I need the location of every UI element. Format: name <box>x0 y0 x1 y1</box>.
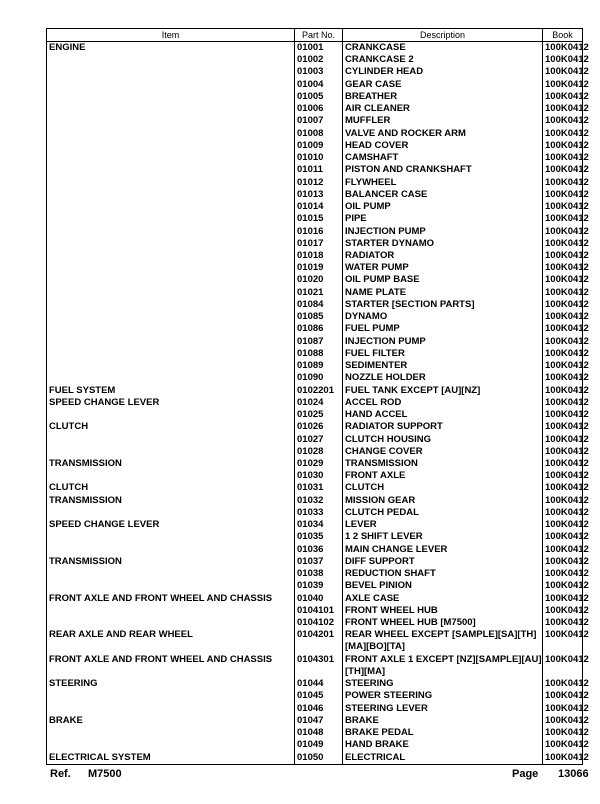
part-no-cell: 01085 <box>295 311 343 323</box>
book-cell: 100K0412 <box>543 152 583 164</box>
item-cell <box>47 152 295 164</box>
part-no-cell: 0104102 <box>295 617 343 629</box>
part-no-cell: 01008 <box>295 128 343 140</box>
book-cell: 100K0412 <box>543 617 583 629</box>
book-cell: 100K0412 <box>543 323 583 335</box>
item-cell <box>47 213 295 225</box>
part-no-cell: 01002 <box>295 54 343 66</box>
table-row <box>47 617 583 629</box>
table-row <box>47 115 583 127</box>
table-row <box>47 531 583 543</box>
table-row <box>47 482 583 494</box>
item-cell <box>47 323 295 335</box>
book-cell: 100K0412 <box>543 580 583 592</box>
part-no-cell: 01006 <box>295 103 343 115</box>
description-cell: REDUCTION SHAFT <box>343 568 543 580</box>
item-cell <box>47 409 295 421</box>
description-cell: FUEL PUMP <box>343 323 543 335</box>
item-cell: SPEED CHANGE LEVER <box>47 397 295 409</box>
item-cell <box>47 274 295 286</box>
table-row <box>47 91 583 103</box>
ref-label: Ref. <box>50 768 71 780</box>
book-cell: 100K0412 <box>543 556 583 568</box>
item-cell <box>47 189 295 201</box>
item-cell: REAR AXLE AND REAR WHEEL <box>47 629 295 654</box>
table-row <box>47 299 583 311</box>
item-column-header: Item <box>47 29 295 42</box>
part-no-cell: 01087 <box>295 336 343 348</box>
part-no-cell: 01084 <box>295 299 343 311</box>
part-no-cell: 01027 <box>295 434 343 446</box>
item-cell <box>47 580 295 592</box>
description-cell: AXLE CASE <box>343 593 543 605</box>
item-cell: ENGINE <box>47 42 295 55</box>
description-cell: INJECTION PUMP <box>343 226 543 238</box>
book-cell: 100K0412 <box>543 360 583 372</box>
description-cell: 1 2 SHIFT LEVER <box>343 531 543 543</box>
ref-value: M7500 <box>88 768 122 780</box>
book-cell: 100K0412 <box>543 140 583 152</box>
part-no-cell: 01090 <box>295 372 343 384</box>
book-column-header: Book <box>543 29 583 42</box>
part-no-cell: 01009 <box>295 140 343 152</box>
table-row <box>47 274 583 286</box>
item-cell <box>47 336 295 348</box>
item-cell: SPEED CHANGE LEVER <box>47 519 295 531</box>
book-cell: 100K0412 <box>543 593 583 605</box>
item-cell: FUEL SYSTEM <box>47 385 295 397</box>
table-row <box>47 434 583 446</box>
description-cell: STEERING LEVER <box>343 703 543 715</box>
book-cell: 100K0412 <box>543 299 583 311</box>
description-cell: FUEL FILTER <box>343 348 543 360</box>
part-no-cell: 0102201 <box>295 385 343 397</box>
book-cell: 100K0412 <box>543 103 583 115</box>
book-cell: 100K0412 <box>543 421 583 433</box>
book-cell: 100K0412 <box>543 605 583 617</box>
item-cell <box>47 311 295 323</box>
description-cell: LEVER <box>343 519 543 531</box>
book-cell: 100K0412 <box>543 629 583 654</box>
part-no-cell: 01007 <box>295 115 343 127</box>
part-no-cell: 01013 <box>295 189 343 201</box>
description-cell: RADIATOR <box>343 250 543 262</box>
table-row <box>47 409 583 421</box>
book-cell: 100K0412 <box>543 531 583 543</box>
item-cell <box>47 544 295 556</box>
book-cell: 100K0412 <box>543 752 583 765</box>
table-row <box>47 739 583 751</box>
part-no-cell: 01050 <box>295 752 343 765</box>
item-cell <box>47 201 295 213</box>
description-cell: BRAKE PEDAL <box>343 727 543 739</box>
table-row <box>47 678 583 690</box>
part-no-cell: 01017 <box>295 238 343 250</box>
description-cell: MUFFLER <box>343 115 543 127</box>
part-no-cell: 01026 <box>295 421 343 433</box>
item-cell <box>47 250 295 262</box>
item-cell: FRONT AXLE AND FRONT WHEEL AND CHASSIS <box>47 593 295 605</box>
description-cell: GEAR CASE <box>343 79 543 91</box>
book-cell: 100K0412 <box>543 164 583 176</box>
parts-index-table <box>46 28 589 765</box>
book-cell: 100K0412 <box>543 274 583 286</box>
table-row <box>47 470 583 482</box>
table-row <box>47 397 583 409</box>
item-cell: TRANSMISSION <box>47 556 295 568</box>
page-label: Page <box>512 768 539 780</box>
part-no-cell: 01004 <box>295 79 343 91</box>
description-cell: DYNAMO <box>343 311 543 323</box>
table-row <box>47 140 583 152</box>
part-no-cell: 01010 <box>295 152 343 164</box>
description-cell: BREATHER <box>343 91 543 103</box>
part-no-cell: 01025 <box>295 409 343 421</box>
item-cell <box>47 348 295 360</box>
table-row <box>47 654 583 679</box>
part-no-cell: 01024 <box>295 397 343 409</box>
item-cell <box>47 470 295 482</box>
book-cell: 100K0412 <box>543 385 583 397</box>
description-cell: REAR WHEEL EXCEPT [SAMPLE][SA][TH][MA][BO][TA] <box>343 629 543 654</box>
table-row <box>47 66 583 78</box>
description-cell: CLUTCH <box>343 482 543 494</box>
table-row <box>47 580 583 592</box>
description-cell: STARTER DYNAMO <box>343 238 543 250</box>
table-row <box>47 336 583 348</box>
description-cell: ELECTRICAL <box>343 752 543 765</box>
description-cell: CRANKCASE <box>343 42 543 55</box>
book-cell: 100K0412 <box>543 91 583 103</box>
book-cell: 100K0412 <box>543 544 583 556</box>
table-row <box>47 177 583 189</box>
table-row <box>47 238 583 250</box>
description-cell: NAME PLATE <box>343 287 543 299</box>
description-cell: OIL PUMP <box>343 201 543 213</box>
book-cell: 100K0412 <box>543 262 583 274</box>
table-row <box>47 311 583 323</box>
part-no-cell: 01033 <box>295 507 343 519</box>
book-cell: 100K0412 <box>543 678 583 690</box>
table-row <box>47 690 583 702</box>
part-no-cell: 01038 <box>295 568 343 580</box>
table-row <box>47 287 583 299</box>
book-cell: 100K0412 <box>543 79 583 91</box>
part-no-cell: 01036 <box>295 544 343 556</box>
table-row <box>47 715 583 727</box>
part-no-cell: 01015 <box>295 213 343 225</box>
description-cell: FRONT AXLE 1 EXCEPT [NZ][SAMPLE][AU][TH][MA] <box>343 654 543 679</box>
book-cell: 100K0412 <box>543 568 583 580</box>
item-cell <box>47 299 295 311</box>
book-cell: 100K0412 <box>543 482 583 494</box>
part-no-cell: 01045 <box>295 690 343 702</box>
part-no-cell: 01034 <box>295 519 343 531</box>
table-row <box>47 372 583 384</box>
description-cell: HAND BRAKE <box>343 739 543 751</box>
table-row <box>47 519 583 531</box>
part-no-cell: 01005 <box>295 91 343 103</box>
part-no-cell: 01037 <box>295 556 343 568</box>
table-row <box>47 323 583 335</box>
item-cell <box>47 91 295 103</box>
table-row <box>47 152 583 164</box>
book-cell: 100K0412 <box>543 348 583 360</box>
description-cell: CHANGE COVER <box>343 446 543 458</box>
item-cell: FRONT AXLE AND FRONT WHEEL AND CHASSIS <box>47 654 295 679</box>
item-cell <box>47 128 295 140</box>
item-cell <box>47 115 295 127</box>
part-no-cell: 01018 <box>295 250 343 262</box>
description-cell: RADIATOR SUPPORT <box>343 421 543 433</box>
book-cell: 100K0412 <box>543 446 583 458</box>
description-cell: VALVE AND ROCKER ARM <box>343 128 543 140</box>
description-cell: MISSION GEAR <box>343 495 543 507</box>
table-row <box>47 629 583 654</box>
item-cell: STEERING <box>47 678 295 690</box>
table-row <box>47 360 583 372</box>
part-no-cell: 01040 <box>295 593 343 605</box>
book-cell: 100K0412 <box>543 128 583 140</box>
book-cell: 100K0412 <box>543 703 583 715</box>
item-cell <box>47 703 295 715</box>
item-cell <box>47 434 295 446</box>
book-cell: 100K0412 <box>543 66 583 78</box>
item-cell <box>47 727 295 739</box>
table-row <box>47 213 583 225</box>
book-cell: 100K0412 <box>543 287 583 299</box>
item-cell <box>47 739 295 751</box>
table-row <box>47 593 583 605</box>
book-cell: 100K0412 <box>543 115 583 127</box>
item-cell <box>47 446 295 458</box>
item-cell <box>47 79 295 91</box>
book-cell: 100K0412 <box>543 519 583 531</box>
description-cell: FRONT WHEEL HUB [M7500] <box>343 617 543 629</box>
part-no-cell: 01031 <box>295 482 343 494</box>
book-cell: 100K0412 <box>543 54 583 66</box>
table-row <box>47 262 583 274</box>
book-cell: 100K0412 <box>543 226 583 238</box>
item-cell <box>47 66 295 78</box>
table-row <box>47 421 583 433</box>
table-row <box>47 250 583 262</box>
book-cell: 100K0412 <box>543 458 583 470</box>
description-cell: CYLINDER HEAD <box>343 66 543 78</box>
item-cell <box>47 140 295 152</box>
book-cell: 100K0412 <box>543 470 583 482</box>
book-cell: 100K0412 <box>543 690 583 702</box>
part-no-cell: 01046 <box>295 703 343 715</box>
description-cell: FLYWHEEL <box>343 177 543 189</box>
item-cell <box>47 360 295 372</box>
table-row <box>47 79 583 91</box>
table-row <box>47 446 583 458</box>
description-cell: STEERING <box>343 678 543 690</box>
description-cell: MAIN CHANGE LEVER <box>343 544 543 556</box>
part-no-cell: 01048 <box>295 727 343 739</box>
description-cell: CRANKCASE 2 <box>343 54 543 66</box>
description-cell: TRANSMISSION <box>343 458 543 470</box>
page-footer <box>50 768 590 782</box>
item-cell: TRANSMISSION <box>47 458 295 470</box>
table-row <box>47 189 583 201</box>
table-row <box>47 703 583 715</box>
part-no-cell: 01049 <box>295 739 343 751</box>
book-cell: 100K0412 <box>543 238 583 250</box>
table-row <box>47 201 583 213</box>
item-cell <box>47 690 295 702</box>
table-row <box>47 507 583 519</box>
book-cell: 100K0412 <box>543 250 583 262</box>
description-cell: AIR CLEANER <box>343 103 543 115</box>
description-cell: HAND ACCEL <box>343 409 543 421</box>
description-cell: CAMSHAFT <box>343 152 543 164</box>
part-no-cell: 0104101 <box>295 605 343 617</box>
table-row <box>47 752 583 765</box>
book-cell: 100K0412 <box>543 409 583 421</box>
part-no-cell: 01032 <box>295 495 343 507</box>
description-cell: BALANCER CASE <box>343 189 543 201</box>
part-no-cell: 0104201 <box>295 629 343 654</box>
page-number: 13066 <box>558 768 589 780</box>
book-cell: 100K0412 <box>543 715 583 727</box>
item-cell: CLUTCH <box>47 482 295 494</box>
item-cell <box>47 507 295 519</box>
item-cell <box>47 568 295 580</box>
part-no-cell: 01001 <box>295 42 343 55</box>
item-cell <box>47 531 295 543</box>
table-row <box>47 54 583 66</box>
table-row <box>47 103 583 115</box>
book-cell: 100K0412 <box>543 213 583 225</box>
description-cell: INJECTION PUMP <box>343 336 543 348</box>
part-no-cell: 01019 <box>295 262 343 274</box>
table-row <box>47 556 583 568</box>
description-cell: BEVEL PINION <box>343 580 543 592</box>
parts-index-body <box>47 42 589 765</box>
description-cell: ACCEL ROD <box>343 397 543 409</box>
header-row <box>47 29 583 42</box>
description-cell: HEAD COVER <box>343 140 543 152</box>
description-cell: CLUTCH HOUSING <box>343 434 543 446</box>
part-no-cell: 01089 <box>295 360 343 372</box>
description-cell: CLUTCH PEDAL <box>343 507 543 519</box>
item-cell <box>47 617 295 629</box>
part-no-cell: 01003 <box>295 66 343 78</box>
item-cell <box>47 262 295 274</box>
book-cell: 100K0412 <box>543 201 583 213</box>
table-row <box>47 348 583 360</box>
table-row <box>47 458 583 470</box>
item-cell: TRANSMISSION <box>47 495 295 507</box>
part-no-cell: 01020 <box>295 274 343 286</box>
description-cell: FRONT WHEEL HUB <box>343 605 543 617</box>
table-row <box>47 605 583 617</box>
description-cell: FUEL TANK EXCEPT [AU][NZ] <box>343 385 543 397</box>
table-row <box>47 727 583 739</box>
book-cell: 100K0412 <box>543 42 583 55</box>
table-row <box>47 495 583 507</box>
part-no-cell: 01039 <box>295 580 343 592</box>
book-cell: 100K0412 <box>543 189 583 201</box>
part-no-cell: 01021 <box>295 287 343 299</box>
book-cell: 100K0412 <box>543 336 583 348</box>
part-no-cell: 01012 <box>295 177 343 189</box>
part-no-cell: 01014 <box>295 201 343 213</box>
table-row <box>47 42 583 55</box>
book-cell: 100K0412 <box>543 495 583 507</box>
item-cell <box>47 605 295 617</box>
description-cell: PISTON AND CRANKSHAFT <box>343 164 543 176</box>
description-cell: SEDIMENTER <box>343 360 543 372</box>
book-cell: 100K0412 <box>543 311 583 323</box>
part-no-cell: 01088 <box>295 348 343 360</box>
description-cell: OIL PUMP BASE <box>343 274 543 286</box>
part-no-cell: 01028 <box>295 446 343 458</box>
part-no-cell: 01029 <box>295 458 343 470</box>
book-cell: 100K0412 <box>543 739 583 751</box>
description-cell: STARTER [SECTION PARTS] <box>343 299 543 311</box>
table-row <box>47 385 583 397</box>
part-no-cell: 0104301 <box>295 654 343 679</box>
part-no-cell: 01044 <box>295 678 343 690</box>
book-cell: 100K0412 <box>543 654 583 679</box>
item-cell: ELECTRICAL SYSTEM <box>47 752 295 765</box>
book-cell: 100K0412 <box>543 177 583 189</box>
description-cell: WATER PUMP <box>343 262 543 274</box>
item-cell <box>47 287 295 299</box>
item-cell <box>47 103 295 115</box>
part-no-cell: 01030 <box>295 470 343 482</box>
description-cell: BRAKE <box>343 715 543 727</box>
table-row <box>47 128 583 140</box>
item-cell <box>47 54 295 66</box>
item-cell <box>47 238 295 250</box>
parts-index-sheet <box>46 28 589 765</box>
description-column-header: Description <box>343 29 543 42</box>
table-row <box>47 568 583 580</box>
part-no-cell: 01016 <box>295 226 343 238</box>
part-no-column-header: Part No. <box>295 29 343 42</box>
part-no-cell: 01011 <box>295 164 343 176</box>
book-cell: 100K0412 <box>543 727 583 739</box>
part-no-cell: 01047 <box>295 715 343 727</box>
description-cell: FRONT AXLE <box>343 470 543 482</box>
item-cell <box>47 164 295 176</box>
item-cell <box>47 226 295 238</box>
book-cell: 100K0412 <box>543 434 583 446</box>
description-cell: PIPE <box>343 213 543 225</box>
description-cell: POWER STEERING <box>343 690 543 702</box>
item-cell <box>47 177 295 189</box>
part-no-cell: 01086 <box>295 323 343 335</box>
item-cell <box>47 372 295 384</box>
item-cell: BRAKE <box>47 715 295 727</box>
item-cell: CLUTCH <box>47 421 295 433</box>
table-row <box>47 164 583 176</box>
table-row <box>47 544 583 556</box>
table-row <box>47 226 583 238</box>
description-cell: NOZZLE HOLDER <box>343 372 543 384</box>
book-cell: 100K0412 <box>543 397 583 409</box>
book-cell: 100K0412 <box>543 507 583 519</box>
description-cell: DIFF SUPPORT <box>343 556 543 568</box>
book-cell: 100K0412 <box>543 372 583 384</box>
part-no-cell: 01035 <box>295 531 343 543</box>
